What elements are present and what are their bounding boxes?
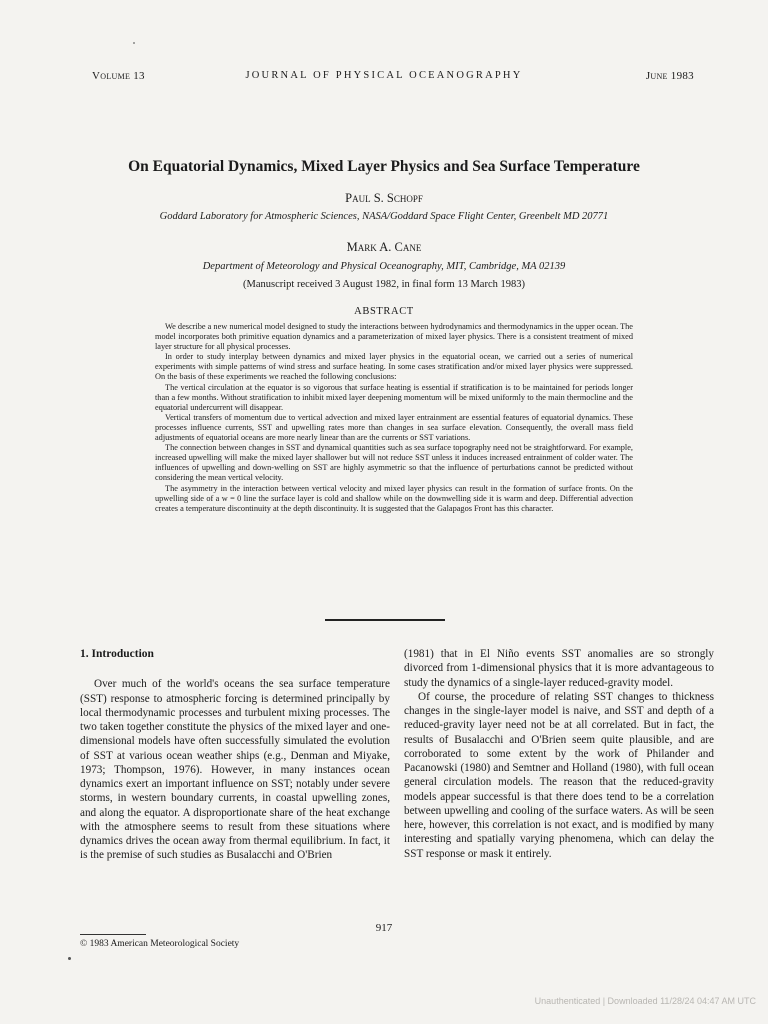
abstract-heading: ABSTRACT	[354, 306, 414, 317]
speck	[133, 42, 135, 44]
left-column	[80, 647, 390, 863]
body-paragraph: (1981) that in El Niño events SST anomalies are so strongly divorced from 1-dimensional physics that it is more advantageous to study the dynamics of a single-layer reduced-gravity model.	[404, 648, 714, 689]
abstract-paragraph: The vertical circulation at the equator is so vigorous that surface heating is essential if stratification is to be maintained for periods longer than a few months. Without stratification to inhibit mixed layer deepening momentum will be mixed uniformly to the main thermocline and the equatorial undercurrent will disappear.	[155, 382, 633, 412]
abstract-paragraph: The asymmetry in the interaction between vertical velocity and mixed layer physics can result in the formation of surface fronts. On the upwelling side of a w = 0 line the surface layer is cold and shallow while on the downwelling side it is warm and deep. Differential advection creates a temperature discontinuity at the depth discontinuity. It is suggested that the Galapagos Front has this character.	[155, 483, 633, 513]
body-paragraph: Of course, the procedure of relating SST changes to thickness changes in the single-layer model is naive, and SST and depth of a reduced-gravity layer need not be at all correlated. But in fact, the results of Busalacchi and O'Brien seem quite plausible, and are corroborated to some extent by the work of Philander and Pacanowski (1980) and Semtner and Holland (1980), with full ocean general circulation models. The reason that the reduced-gravity models appear successful is that there does tend to be a correlation between upwelling and cooling of the surface waters. As will be seen here, however, this correlation is not exact, and is modified by many interesting and spatially varying phenomena, which can delay the SST response or mask it entirely.	[404, 690, 714, 860]
issue-date: June 1983	[645, 70, 694, 82]
abstract-paragraph: We describe a new numerical model designed to study the interactions between hydrodynamics and thermodynamics in the upper ocean. The model incorporates both primitive equation dynamics and a parameterization of mixed layer physics. There is a consistent treatment of mixed layer structure for all physical processes.	[155, 322, 633, 352]
page-number: 917	[375, 922, 393, 934]
abstract-paragraph: In order to study interplay between dynamics and mixed layer physics in the equatorial ocean, we carried out a series of numerical experiments with simple patterns of wind stress and surface heating. In some cases stratification and/or mixed layer physics were suppressed. On the basis of these experiments we reached the following conclusions:	[155, 352, 633, 382]
copyright-footnote: © 1983 American Meteorological Society	[80, 939, 240, 949]
section-divider	[325, 619, 445, 621]
abstract-paragraph: Vertical transfers of momentum due to vertical advection and mixed layer entrainment are essential features of equatorial dynamics. These processes influence currents, SST and upwelling rates more than changes in sea surface elevation. Consequently, the overall mass field adjustments of equatorial oceans are more nearly linear than are the currents or SST variations.	[155, 412, 633, 443]
journal-name: JOURNAL OF PHYSICAL OCEANOGRAPHY	[245, 70, 523, 81]
abstract-paragraph: The connection between changes in SST and dynamical quantities such as sea surface topography need not be straightforward. For example, increased upwelling will make the mixed layer shallower but will not reduce SST unless it induces increased entrainment of colder water. The influences of upwelling and down-welling on SST are highly asymmetric so that the influence of perturbations cannot be predicted without considering the mean vertical velocity.	[155, 443, 633, 483]
author-name: Mark A. Cane	[346, 240, 422, 254]
author-affiliation: Goddard Laboratory for Atmospheric Sciences, NASA/Goddard Space Flight Center, Greenbelt MD 20771	[159, 211, 609, 222]
download-watermark: Unauthenticated | Downloaded 11/28/24 04:47 AM UTC	[534, 996, 756, 1006]
right-column	[404, 647, 714, 861]
author-affiliation: Department of Meteorology and Physical Oceanography, MIT, Cambridge, MA 02139	[202, 261, 566, 272]
article-title: On Equatorial Dynamics, Mixed Layer Physics and Sea Surface Temperature	[128, 158, 640, 175]
body-paragraph: Over much of the world's oceans the sea surface temperature (SST) response to atmospheric forcing is determined principally by local thermodynamic processes and turbulent mixing processes. The two taken together constitute the physics of the mixed layer and one-dimensional models have often successfully simulated the evolution of SST at various ocean weather ships (e.g., Denman and Miyake, 1973; Thompson, 1976). However, in many instances ocean dynamics exert an important influence on SST; notably under severe storms, in western boundary currents, in coastal upwelling zones, and along the equator. A disproportionate share of the heat exchange with the atmosphere seems to result from these situations where dynamics drives the ocean away from thermal equilibrium. In fact, it is the premise of such studies as Busalacchi and O'Brien	[80, 678, 390, 862]
section-heading: 1. Introduction	[80, 648, 154, 660]
author-name: Paul S. Schopf	[345, 191, 423, 205]
footnote-rule	[80, 934, 146, 935]
manuscript-received: (Manuscript received 3 August 1982, in final form 13 March 1983)	[243, 279, 525, 290]
speck	[68, 957, 71, 960]
abstract-body	[155, 322, 633, 514]
volume-label: Volume 13	[92, 70, 145, 82]
